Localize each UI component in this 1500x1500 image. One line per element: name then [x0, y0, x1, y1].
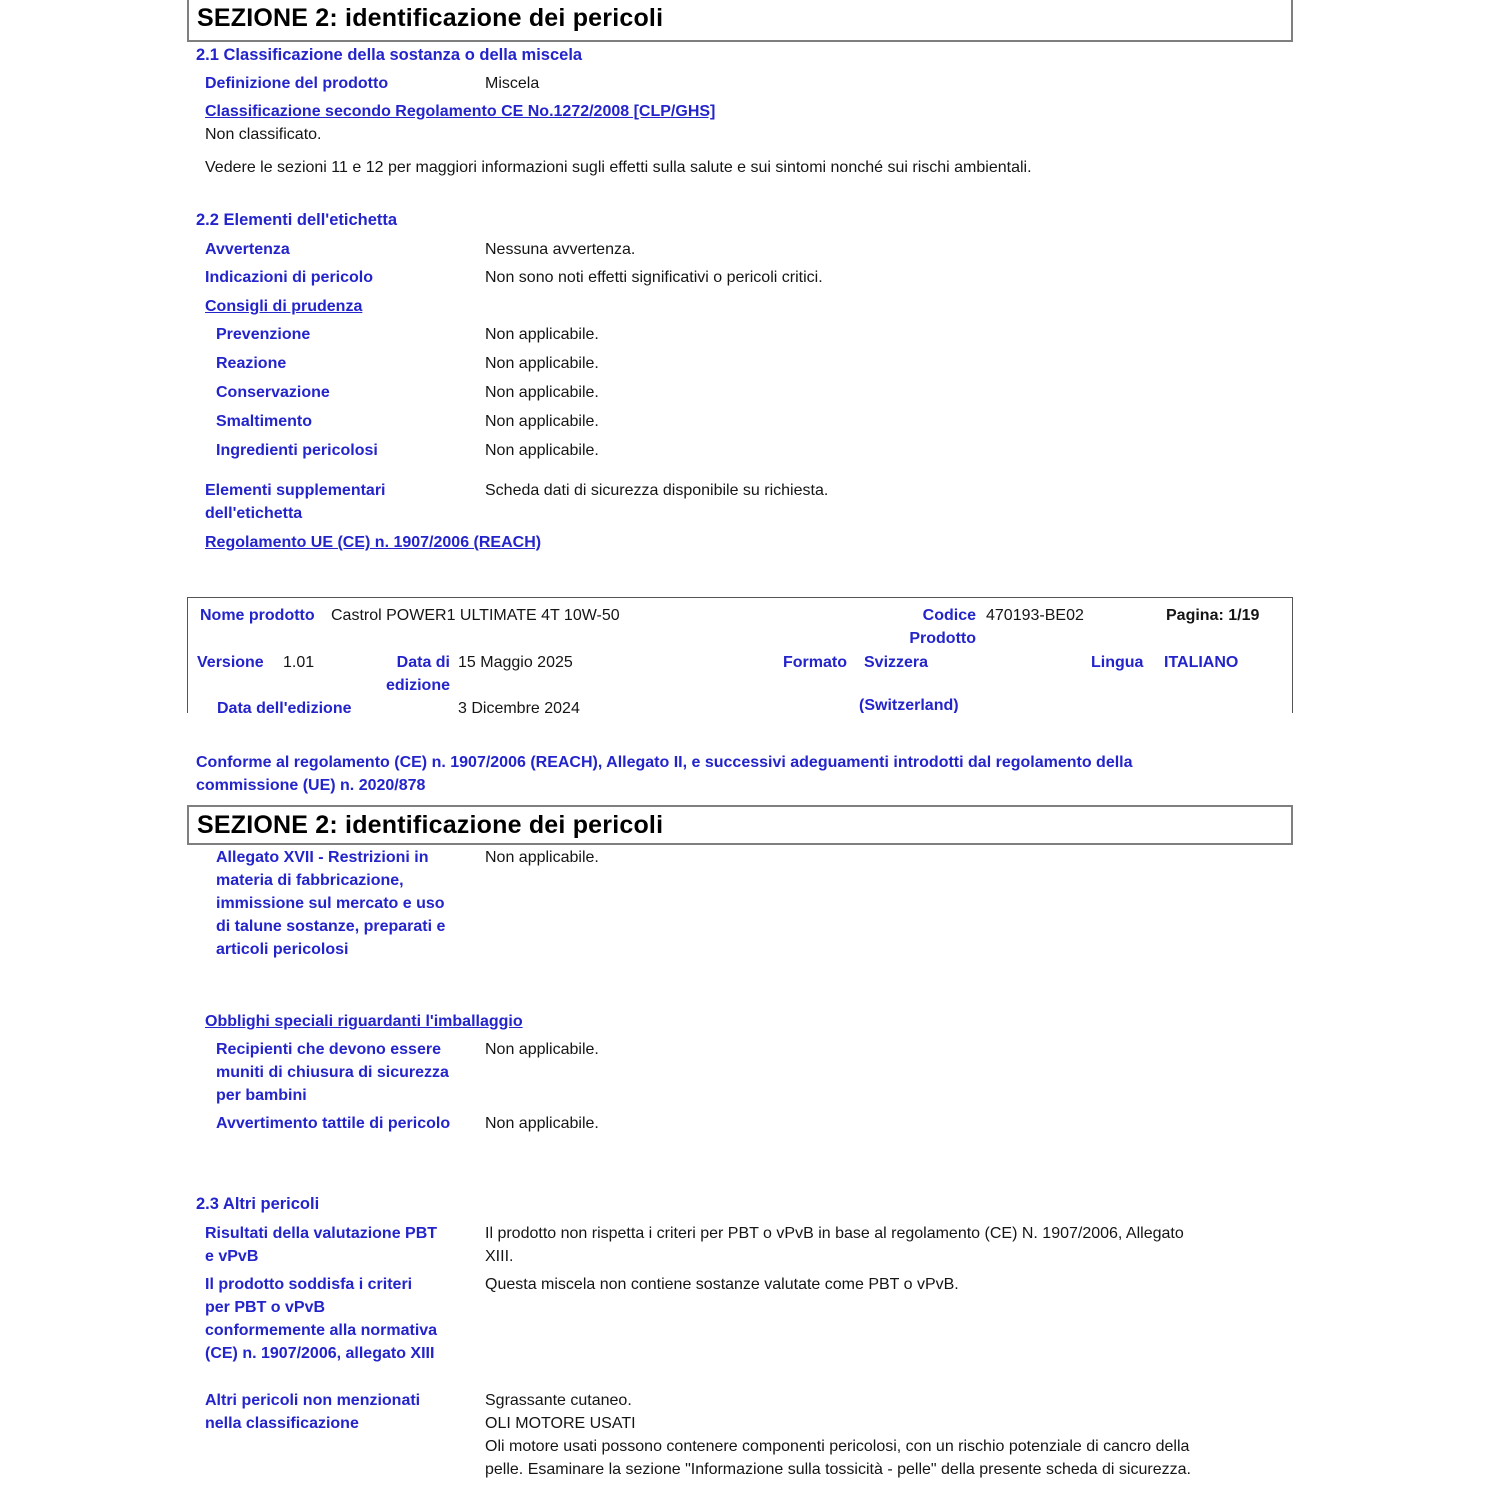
section2-header-title-page2: SEZIONE 2: identificazione dei pericoli	[197, 811, 664, 839]
risultati-pbt-value: Il prodotto non rispetta i criteri per PBT o vPvB in base al regolamento (CE) N. 1907/2006, Allegato XIII.	[485, 1225, 1184, 1265]
ingredienti-label: Ingredienti pericolosi	[216, 442, 378, 459]
document-page	[187, 0, 1293, 1500]
section2-header-box	[187, 0, 1293, 42]
codice-prodotto-value: 470193-BE02	[986, 607, 1084, 624]
section2-header-box-page2	[187, 805, 1293, 845]
altri-pericoli-value-line2: OLI MOTORE USATI	[485, 1415, 636, 1432]
subsection-2-3-title: 2.3 Altri pericoli	[196, 1195, 320, 1213]
formato-value-line2: (Switzerland)	[859, 697, 959, 713]
reazione-label: Reazione	[216, 355, 287, 372]
supplementari-row	[187, 479, 1293, 525]
prevenzione-row	[187, 323, 1293, 346]
conservazione-label: Conservazione	[216, 384, 330, 401]
altri-pericoli-value-line3: Oli motore usati possono contenere componenti pericolosi, con un rischio potenziale di cancro della pelle. Esaminare la sezione "Informazione sulla tossicità - pelle" della presente scheda di sicurezza.	[485, 1438, 1191, 1478]
recipienti-label: Recipienti che devono essere muniti di chiusura di sicurezza per bambini	[216, 1041, 449, 1104]
regulation-conformity-note: Conforme al regolamento (CE) n. 1907/2006 (REACH), Allegato II, e successivi adeguamenti introdotti dal regolamento della commissione (UE) n. 2020/878	[196, 754, 1133, 794]
smaltimento-value: Non applicabile.	[485, 413, 599, 430]
supplementari-label: Elementi supplementari dell'etichetta	[205, 482, 386, 522]
data-edizione-label: Data di edizione	[385, 654, 450, 694]
allegato-xvii-label: Allegato XVII - Restrizioni in materia di fabbricazione, immissione sul mercato e uso di talune sostanze, preparati e articoli pericolosi	[216, 849, 446, 958]
data-edizione-value: 15 Maggio 2025	[458, 654, 573, 671]
risultati-pbt-row	[187, 1222, 1293, 1268]
altri-pericoli-row	[187, 1389, 1293, 1481]
reach-heading: Regolamento UE (CE) n. 1907/2006 (REACH)	[205, 534, 542, 551]
clp-classification-value: Non classificato.	[205, 126, 322, 143]
see-sections-note: Vedere le sezioni 11 e 12 per maggiori informazioni sugli effetti sulla salute e sui sintomi nonché sui rischi ambientali.	[205, 159, 1032, 176]
indicazioni-row	[187, 266, 1293, 289]
nome-prodotto-label: Nome prodotto	[200, 607, 315, 624]
soddisfa-pbt-value: Questa miscela non contiene sostanze valutate come PBT o vPvB.	[485, 1276, 959, 1293]
product-definition-label: Definizione del prodotto	[205, 75, 389, 92]
conservazione-value: Non applicabile.	[485, 384, 599, 401]
data-precedente-label: Data dell'edizione	[217, 700, 352, 713]
avvertimento-tattile-label: Avvertimento tattile di pericolo	[216, 1115, 451, 1132]
risultati-pbt-label: Risultati della valutazione PBT e vPvB	[205, 1225, 438, 1265]
page-footer-table	[187, 597, 1293, 713]
codice-prodotto-label: Codice Prodotto	[909, 607, 976, 647]
versione-value: 1.01	[283, 654, 315, 671]
lingua-label: Lingua	[1091, 654, 1144, 671]
avvertenza-row	[187, 238, 1293, 261]
recipienti-value: Non applicabile.	[485, 1041, 599, 1058]
reazione-row	[187, 352, 1293, 375]
avvertimento-tattile-row	[187, 1112, 1293, 1135]
prevenzione-label: Prevenzione	[216, 326, 311, 343]
formato-label: Formato	[783, 654, 847, 671]
section2-header-title: SEZIONE 2: identificazione dei pericoli	[197, 4, 664, 32]
soddisfa-pbt-row	[187, 1273, 1293, 1365]
avvertenza-label: Avvertenza	[205, 241, 290, 258]
obblighi-heading: Obblighi speciali riguardanti l'imballaggio	[205, 1013, 523, 1030]
avvertenza-value: Nessuna avvertenza.	[485, 241, 636, 258]
clp-classification-heading: Classificazione secondo Regolamento CE No.1272/2008 [CLP/GHS]	[205, 103, 716, 120]
consigli-heading: Consigli di prudenza	[205, 298, 363, 315]
pagina-value: Pagina: 1/19	[1166, 607, 1260, 624]
altri-pericoli-label: Altri pericoli non menzionati nella classificazione	[205, 1392, 421, 1432]
product-definition-value: Miscela	[485, 75, 540, 92]
reazione-value: Non applicabile.	[485, 355, 599, 372]
formato-value-line1: Svizzera	[864, 654, 929, 671]
prevenzione-value: Non applicabile.	[485, 326, 599, 343]
smaltimento-label: Smaltimento	[216, 413, 313, 430]
supplementari-value: Scheda dati di sicurezza disponibile su richiesta.	[485, 482, 829, 499]
subsection-2-1-title: 2.1 Classificazione della sostanza o della miscela	[196, 46, 583, 64]
soddisfa-pbt-label: Il prodotto soddisfa i criteri per PBT o vPvB conformemente alla normativa (CE) n. 1907/2006, allegato XIII	[205, 1276, 438, 1362]
product-definition-row	[187, 72, 1293, 95]
smaltimento-row	[187, 410, 1293, 433]
nome-prodotto-value: Castrol POWER1 ULTIMATE 4T 10W-50	[331, 607, 620, 624]
versione-label: Versione	[197, 654, 264, 671]
subsection-2-2-title: 2.2 Elementi dell'etichetta	[196, 211, 398, 229]
allegato-xvii-row	[187, 846, 1293, 961]
lingua-value: ITALIANO	[1164, 654, 1239, 671]
conservazione-row	[187, 381, 1293, 404]
data-precedente-value: 3 Dicembre 2024	[458, 700, 580, 713]
indicazioni-label: Indicazioni di pericolo	[205, 269, 374, 286]
allegato-xvii-value: Non applicabile.	[485, 849, 599, 866]
altri-pericoli-value	[485, 1389, 1205, 1481]
indicazioni-value: Non sono noti effetti significativi o pericoli critici.	[485, 269, 823, 286]
ingredienti-value: Non applicabile.	[485, 442, 599, 459]
ingredienti-row	[187, 439, 1293, 462]
recipienti-row	[187, 1038, 1293, 1107]
avvertimento-tattile-value: Non applicabile.	[485, 1115, 599, 1132]
altri-pericoli-value-line1: Sgrassante cutaneo.	[485, 1392, 632, 1409]
